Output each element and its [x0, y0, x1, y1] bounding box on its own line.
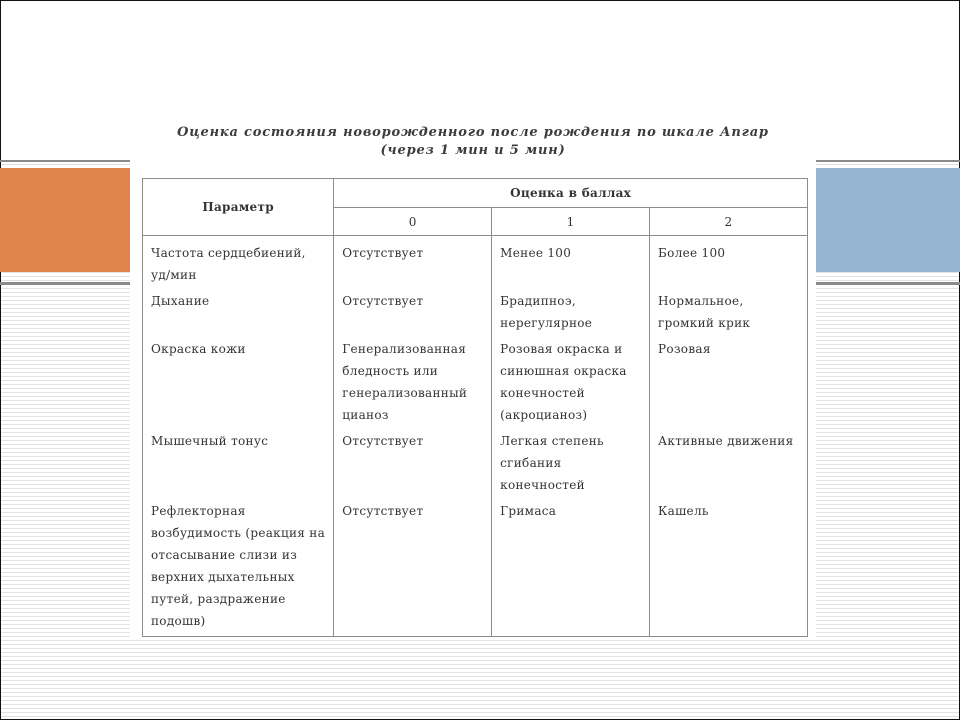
score-header-0: 0 — [334, 208, 492, 236]
accent-block-orange — [0, 168, 130, 272]
table-row — [143, 236, 808, 291]
score-1-cell: Брадипноэ, нерегулярное — [492, 290, 650, 338]
document-subtitle: (через 1 мин и 5 мин) — [380, 143, 566, 158]
score-2-cell: Активные движения — [650, 430, 808, 500]
param-header: Параметр — [143, 179, 334, 236]
score-1-cell: Менее 100 — [492, 236, 650, 291]
apgar-table — [142, 178, 808, 637]
score-0-cell: Отсутствует — [334, 500, 492, 637]
score-2-cell: Более 100 — [650, 236, 808, 291]
accent-divider-right — [816, 282, 960, 285]
score-2-cell: Кашель — [650, 500, 808, 637]
score-1-cell: Легкая степень сгибания конечностей — [492, 430, 650, 500]
score-group-header: Оценка в баллах — [334, 179, 808, 208]
score-2-cell: Розовая — [650, 338, 808, 430]
score-header-2: 2 — [650, 208, 808, 236]
document-title: Оценка состояния новорожденного после рождения по шкале Апгар — [177, 125, 769, 140]
table-row — [143, 500, 808, 637]
param-cell: Мышечный тонус — [143, 430, 334, 500]
score-1-cell: Розовая окраска и синюшная окраска конечностей (акроцианоз) — [492, 338, 650, 430]
score-0-cell: Отсутствует — [334, 290, 492, 338]
table-row — [143, 430, 808, 500]
score-0-cell: Отсутствует — [334, 236, 492, 291]
document-image — [130, 118, 816, 638]
table-row — [143, 338, 808, 430]
table-row — [143, 290, 808, 338]
param-cell: Дыхание — [143, 290, 334, 338]
score-2-cell: Нормальное, громкий крик — [650, 290, 808, 338]
param-cell: Частота сердцебиений, уд/мин — [143, 236, 334, 291]
param-cell: Окраска кожи — [143, 338, 334, 430]
accent-block-blue — [816, 168, 960, 272]
param-cell: Рефлекторная возбудимость (реакция на отсасывание слизи из верхних дыхательных путей, раздражение подошв) — [143, 500, 334, 637]
score-0-cell: Отсутствует — [334, 430, 492, 500]
score-0-cell: Генерализованная бледность или генерализованный цианоз — [334, 338, 492, 430]
accent-divider-left — [0, 282, 130, 285]
score-header-1: 1 — [492, 208, 650, 236]
score-1-cell: Гримаса — [492, 500, 650, 637]
